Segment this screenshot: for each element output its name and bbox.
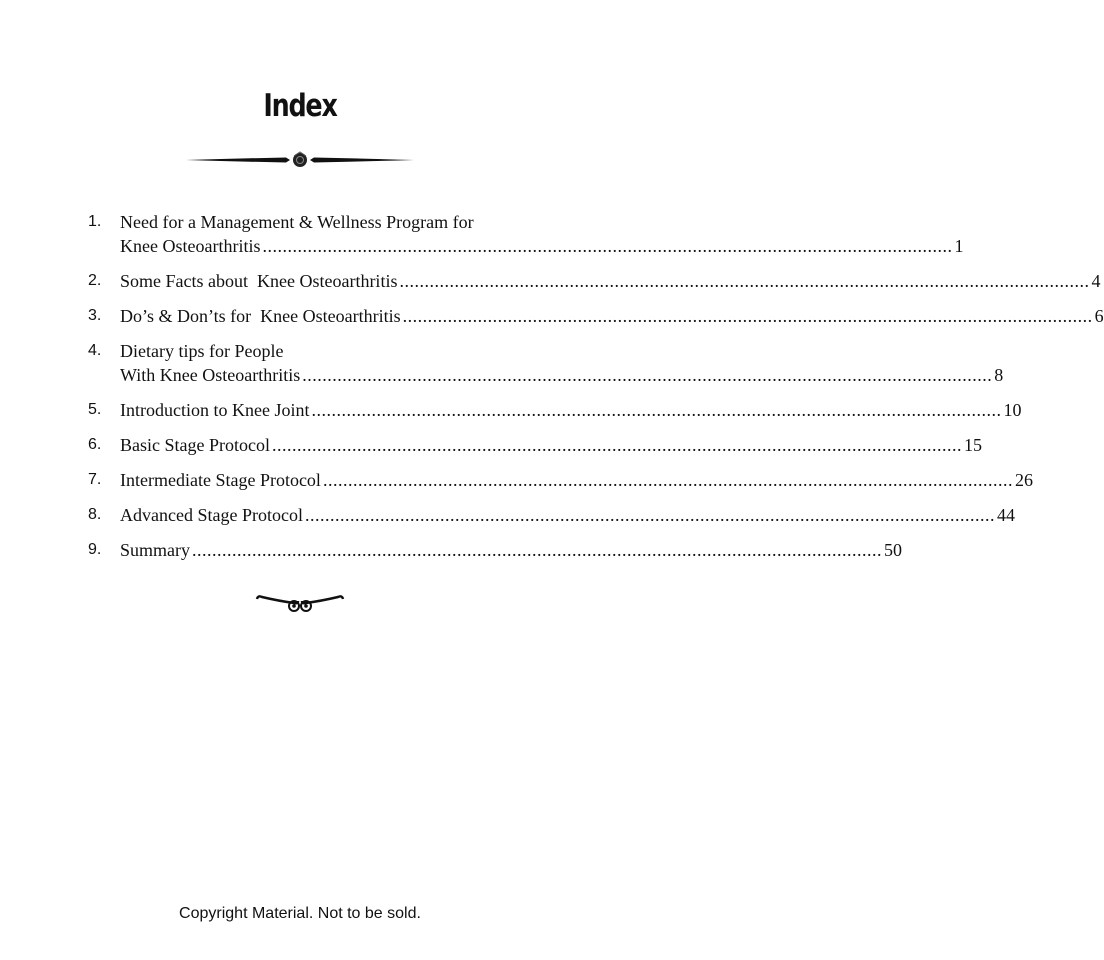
toc-entry[interactable] — [88, 503, 1015, 527]
flourish-icon — [254, 591, 346, 615]
entry-page-number: 44 — [996, 505, 1015, 525]
entry-number: 3. — [88, 307, 102, 324]
entry-page-number: 8 — [994, 365, 1004, 385]
entry-number: 1. — [88, 213, 102, 230]
entry-title: Knee Osteoarthritis — [120, 236, 261, 256]
entry-title: Need for a Management & Wellness Program for — [120, 212, 474, 232]
entry-page-number: 4 — [1091, 271, 1101, 291]
page-title: Index — [263, 88, 337, 124]
entry-title: Introduction to Knee Joint — [120, 400, 310, 420]
dot-leader — [403, 304, 1093, 328]
entry-page-number: 26 — [1014, 470, 1033, 490]
entry-page-number: 15 — [963, 435, 982, 455]
toc-entry[interactable] — [88, 538, 902, 562]
entry-title: Some Facts about Knee Osteoarthritis — [120, 271, 398, 291]
copyright-notice: Copyright Material. Not to be sold. — [179, 905, 421, 922]
dot-leader — [302, 363, 992, 387]
dot-leader — [399, 269, 1089, 293]
entry-title: Intermediate Stage Protocol — [120, 470, 321, 490]
entry-title: With Knee Osteoarthritis — [120, 365, 301, 385]
entry-title: Summary — [120, 540, 190, 560]
entry-number: 4. — [88, 342, 102, 359]
entry-number: 8. — [88, 506, 102, 523]
entry-page-number: 10 — [1003, 400, 1022, 420]
toc-entry[interactable] — [88, 468, 1033, 492]
entry-title: Advanced Stage Protocol — [120, 505, 303, 525]
dot-leader — [192, 538, 882, 562]
dot-leader — [272, 433, 962, 457]
entry-title: Do’s & Don’ts for Knee Osteoarthritis — [120, 306, 401, 326]
entry-title: Basic Stage Protocol — [120, 435, 270, 455]
entry-number: 2. — [88, 272, 102, 289]
entry-number: 6. — [88, 436, 102, 453]
toc-entry[interactable] — [88, 398, 1022, 422]
toc-entry[interactable] — [88, 269, 1101, 293]
toc-entry[interactable] — [88, 339, 1004, 387]
ornamental-divider-icon — [186, 150, 414, 170]
dot-leader — [323, 468, 1013, 492]
entry-number: 7. — [88, 471, 102, 488]
dot-leader — [305, 503, 995, 527]
toc-entry[interactable] — [88, 304, 1104, 328]
entry-title: Dietary tips for People — [120, 341, 284, 361]
toc-entry[interactable] — [88, 433, 982, 457]
entry-number: 5. — [88, 401, 102, 418]
toc-entry[interactable] — [88, 210, 964, 258]
entry-number: 9. — [88, 541, 102, 558]
table-of-contents — [88, 210, 1104, 573]
entry-page-number: 1 — [954, 236, 964, 256]
entry-page-number: 6 — [1094, 306, 1104, 326]
dot-leader — [262, 234, 952, 258]
entry-page-number: 50 — [884, 540, 902, 560]
dot-leader — [311, 398, 1001, 422]
